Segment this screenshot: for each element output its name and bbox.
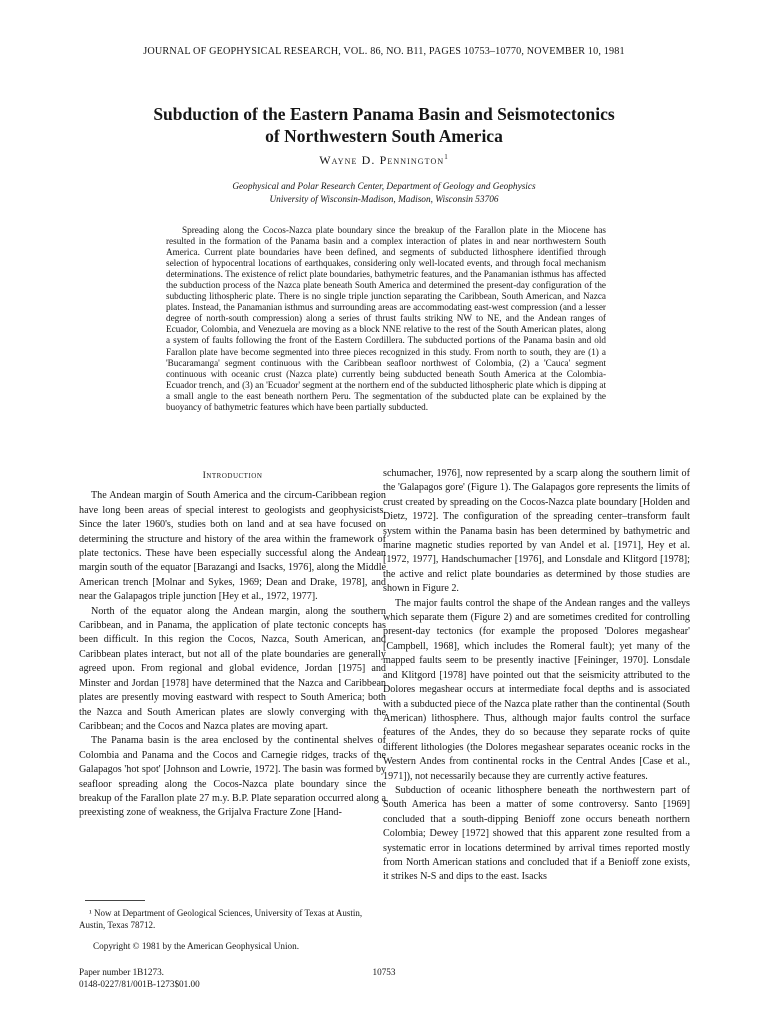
- copyright-notice: Copyright © 1981 by the American Geophysical Union.: [93, 941, 300, 951]
- paper-number: Paper number 1B1273.: [79, 967, 164, 977]
- right-column: [383, 467, 690, 885]
- title-line-2: of Northwestern South America: [265, 126, 503, 146]
- title-line-1: Subduction of the Eastern Panama Basin and Seismotectonics: [153, 104, 615, 124]
- page-number: 10753: [372, 967, 396, 977]
- left-column: [79, 467, 386, 821]
- footnote: ¹ Now at Department of Geological Sciences, University of Texas at Austin, Austin, Texas 78712.: [79, 908, 363, 930]
- author-line: [0, 153, 768, 168]
- journal-header: JOURNAL OF GEOPHYSICAL RESEARCH, VOL. 86, NO. B11, PAGES 10753–10770, NOVEMBER 10, 1981: [143, 46, 625, 57]
- paper-code: 0148-0227/81/001B-1273$01.00: [79, 978, 200, 989]
- author-name: Wayne D. Pennington: [319, 153, 445, 167]
- abstract: Spreading along the Cocos-Nazca plate boundary since the breakup of the Farallon plate in the Miocene has resulted in the formation of the Panama basin and a complex interaction of plates in and near northwestern South America. Current plate boundaries have been defined, and segments of subducted lithosphere identified through selection of hypocentral locations of earthquakes, considering only well-located events, and through focal mechanism determinations. The existence of relict plate boundaries, bathymetric features, and the Panamanian isthmus has affected the subduction process of the Nazca plate beneath South America and determined the present-day configuration of the subducting lithospheric plate. There is no single triple junction separating the Caribbean, South American, and Nazca plates. Instead, the Panamanian isthmus and surrounding areas are accommodating east-west compression (and a lesser degree of north-south compression) along a series of thrust faults striking NW to NE, and the Andean ranges of Ecuador, Colombia, and Venezuela are moving as a block NNE relative to the rest of the South American plates, along a system of faults following the front of the Eastern Cordillera. The subducted portions of the Panama basin and old Farallon plate have become segmented into three pieces recognized in this study. From north to south, they are (1) a 'Bucaramanga' segment continuous with the Caribbean seafloor northwest of Colombia, (2) a 'Cauca' segment continuous with oceanic crust (Nazca plate) currently being subducted beneath South America at the Colombia-Ecuador trench, and (3) an 'Ecuador' segment at the northern end of the subducted lithospheric plate which is dipping at a small angle to the east beneath northern Peru. The segmentation of the subducted plate can be explained by the buoyancy of bathymetric features which have been partially subducted.: [166, 225, 606, 412]
- paragraph: The Andean margin of South America and the circum-Caribbean region have long been areas of special interest to geologists and geophysicists. Since the later 1960's, studies both on land and at sea have focused on determining the structure and history of the area within the framework of plate tectonics. These have been especially successful along the Andean margin south of the equator [Barazangi and Isacks, 1976], along the Middle American trench [Molnar and Sykes, 1969; Dean and Drake, 1978], and near the Galapagos triple junction [Hey et al., 1972, 1977].: [79, 490, 386, 603]
- paragraph: The Panama basin is the area enclosed by the continental shelves of Colombia and Panama and the Cocos and Carnegie ridges, tracks of the Galapagos 'hot spot' [Johnson and Lowrie, 1972]. The basin was formed by seafloor spreading along the Cocos-Nazca plate boundary since the breakup of the Farallon plate 27 m.y. B.P. Plate separation occurred along a preexisting zone of weakness, the Grijalva Fracture Zone [Hand-: [79, 735, 386, 819]
- section-heading-introduction: Introduction: [202, 470, 263, 481]
- affiliation: [0, 181, 768, 206]
- article-title: [0, 103, 768, 147]
- footnote-divider: [85, 900, 145, 901]
- author-footnote-mark: 1: [444, 153, 449, 161]
- affiliation-line-1: Geophysical and Polar Research Center, Department of Geology and Geophysics: [232, 182, 536, 192]
- paragraph: Subduction of oceanic lithosphere beneath the northwestern part of South America has been a matter of some controversy. Santo [1969] concluded that a south-dipping Benioff zone occurs beneath northern Colombia; Dewey [1972] showed that this apparent zone resulted from a systematic error in locations determined by arrival times reported mostly from North American stations and concluded that if a Benioff zone exists, it strikes N-S and dips to the east. Isacks: [383, 784, 690, 883]
- affiliation-line-2: University of Wisconsin-Madison, Madison, Wisconsin 53706: [269, 194, 499, 205]
- paragraph: North of the equator along the Andean margin, along the southern Caribbean, and in Panama, the application of plate tectonic concepts has been difficult. In this region the Cocos, Nazca, South American, and Caribbean plates interact, but not all of the plate boundaries are generally agreed upon. From regional and global evidence, Jordan [1975] and Minster and Jordan [1978] have determined that the Nazca and Caribbean plates are presently moving eastward with respect to South America; both the Nazca and South American plates are slowly converging with the Caribbean; and the Cocos and Nazca plates are moving apart.: [79, 605, 386, 732]
- paragraph: schumacher, 1976], now represented by a scarp along the southern limit of the 'Galapagos gore' (Figure 1). The Galapagos gore represents the limits of crust created by spreading on the Cocos-Nazca plate boundary [Holden and Dietz, 1972]. The configuration of the spreading center–transform fault system within the Panama basin has been determined by bathymetric and marine magnetic studies reported by van Andel et al. [1971], Hey et al. [1972, 1977], Handschumacher [1976], and Lonsdale and Klitgord [1978]; the active and relict plate boundaries as determined by those studies are shown in Figure 2.: [383, 468, 690, 595]
- paragraph: The major faults control the shape of the Andean ranges and the valleys which separate them (Figure 2) and are sometimes credited for controlling present-day tectonics (for example the proposed 'Dolores megashear' [Campbell, 1968], which includes the Romeral fault); yet many of the mapped faults seem to be presently inactive [Feininger, 1970]. Lonsdale and Klitgord [1978] have pointed out that the seismicity attributed to the Dolores megashear occurs at intermediate focal depths and is associated with a subducted piece of the Nazca plate rather than the continental (South American) lithosphere. Thus, although major faults control the surface features of the Andes, they do so because they separate rocks of quite different lithologies (the Dolores megashear separates oceanic rocks in the Western Andes from continental rocks in the Central Andes [Case et al., 1971]), not necessarily because they are currently active features.: [383, 597, 690, 782]
